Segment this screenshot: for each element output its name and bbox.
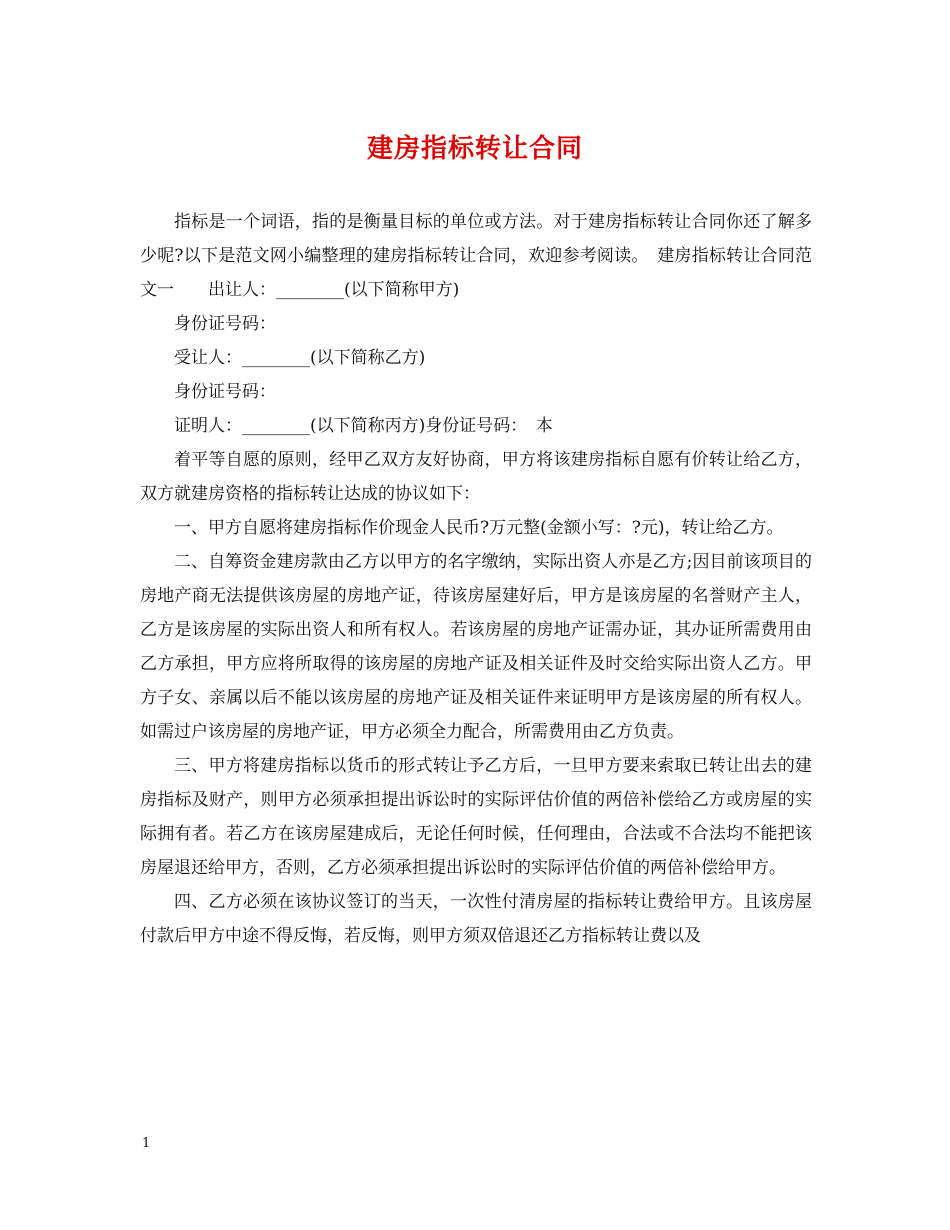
assignor-id-line: 身份证号码： <box>174 314 276 334</box>
clause-4-paragraph: 四、乙方必须在该协议签订的当天，一次性付清房屋的指标转让费给甲方。且该房屋付款后甲方中途不得反悔，若反悔，则甲方须双倍退还乙方指标转让费以及 <box>140 892 812 946</box>
page-number: 1 <box>142 1136 151 1151</box>
document-title: 建房指标转让合同 <box>366 134 583 164</box>
intro-paragraph: 指标是一个词语，指的是衡量目标的单位或方法。对于建房指标转让合同你还了解多少呢?以下是范文网小编整理的建房指标转让合同，欢迎参考阅读。 建房指标转让合同范文一 出让人：________(以下简称甲方) <box>140 212 812 300</box>
principle-paragraph: 着平等自愿的原则，经甲乙双方友好协商，甲方将该建房指标自愿有价转让给乙方，双方就建房资格的指标转让达成的协议如下： <box>140 450 812 504</box>
clause-3-paragraph: 三、甲方将建房指标以货币的形式转让予乙方后，一旦甲方要来索取已转让出去的建房指标及财产，则甲方必须承担提出诉讼时的实际评估价值的两倍补偿给乙方或房屋的实际拥有者。若乙方在该房屋建成后，无论任何时候，任何理由，合法或不合法均不能把该房屋退还给甲方，否则，乙方必须承担提出诉讼时的实际评估价值的两倍补偿给甲方。 <box>140 756 812 878</box>
witness-line: 证明人：________(以下简称丙方)身份证号码： 本 <box>174 416 553 436</box>
assignee-line: 受让人：________(以下简称乙方) <box>174 348 426 368</box>
clause-1-paragraph: 一、甲方自愿将建房指标作价现金人民币?万元整(金额小写：?元)，转让给乙方。 <box>174 518 784 538</box>
clause-2-paragraph: 二、自筹资金建房款由乙方以甲方的名字缴纳，实际出资人亦是乙方;因目前该项目的房地产商无法提供该房屋的房地产证，待该房屋建好后，甲方是该房屋的名誉财产主人，乙方是该房屋的实际出资人和所有权人。若该房屋的房地产证需办证，其办证所需费用由乙方承担，甲方应将所取得的该房屋的房地产证及相关证件及时交给实际出资人乙方。甲方子女、亲属以后不能以该房屋的房地产证及相关证件来证明甲方是该房屋的所有权人。如需过户该房屋的房地产证，甲方必须全力配合，所需费用由乙方负责。 <box>140 552 812 742</box>
assignee-id-line: 身份证号码： <box>174 382 276 402</box>
document-body <box>140 205 812 953</box>
